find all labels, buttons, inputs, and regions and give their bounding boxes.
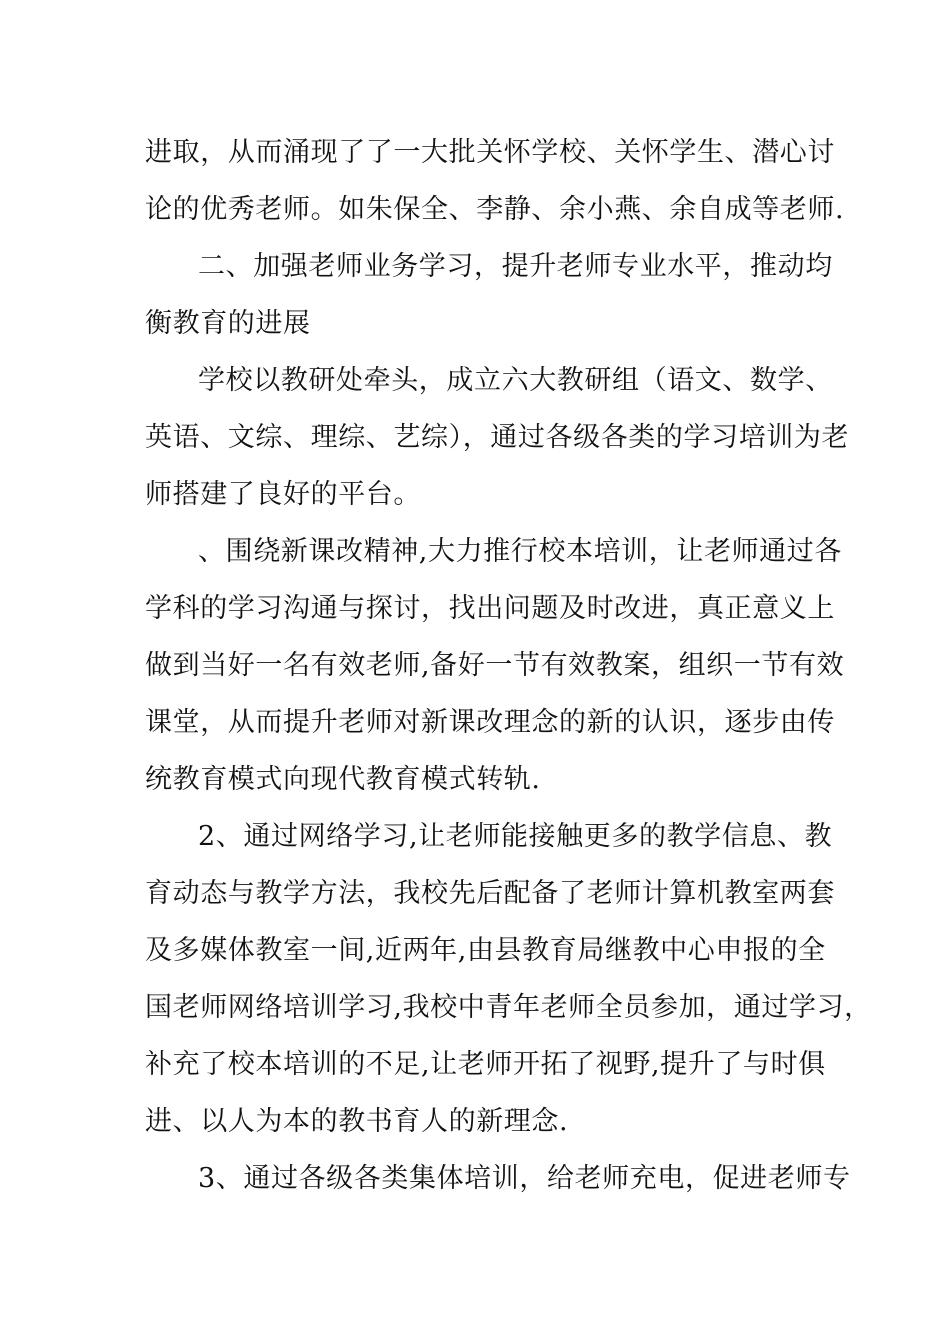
text-line: 师搭建了良好的平台。: [145, 479, 421, 510]
text-line: 统教育模式向现代教育模式转轨.: [145, 764, 541, 795]
text-line: 国老师网络培训学习,我校中青年老师全员参加，通过学习，: [145, 992, 872, 1023]
text-line: 做到当好一名有效老师,备好一节有效教案，组织一节有效: [145, 650, 845, 681]
text-line: 英语、文综、理综、艺综），通过各级各类的学习培训为老: [145, 422, 850, 453]
text-line: 3、通过各级各类集体培训，给老师充电，促进老师专: [198, 1163, 851, 1194]
text-line: 2、通过网络学习,让老师能接触更多的教学信息、教: [198, 821, 833, 852]
text-line: 进、以人为本的教书育人的新理念.: [145, 1106, 569, 1137]
text-line: 补充了校本培训的不足,让老师开拓了视野,提升了与时俱: [145, 1049, 826, 1080]
text-line: 课堂，从而提升老师对新课改理念的新的认识，逐步由传: [145, 707, 835, 738]
text-line: 、围绕新课改精神,大力推行校本培训，让老师通过各: [198, 536, 842, 567]
section-heading-line: 衡教育的进展: [145, 308, 311, 339]
text-line: 育动态与教学方法，我校先后配备了老师计算机教室两套: [145, 878, 835, 909]
section-heading-line: 二、加强老师业务学习，提升老师专业水平，推动均: [198, 251, 833, 282]
text-line: 及多媒体教室一间,近两年,由县教育局继教中心申报的全: [145, 935, 826, 966]
text-line: 论的优秀老师。如朱保全、李静、余小燕、余自成等老师.: [145, 194, 845, 225]
text-line: 学校以教研处牵头，成立六大教研组（语文、数学、: [198, 365, 833, 396]
text-line: 学科的学习沟通与探讨，找出问题及时改进，真正意义上: [145, 593, 835, 624]
text-line: 进取，从而涌现了了一大批关怀学校、关怀学生、潜心讨: [145, 137, 835, 168]
